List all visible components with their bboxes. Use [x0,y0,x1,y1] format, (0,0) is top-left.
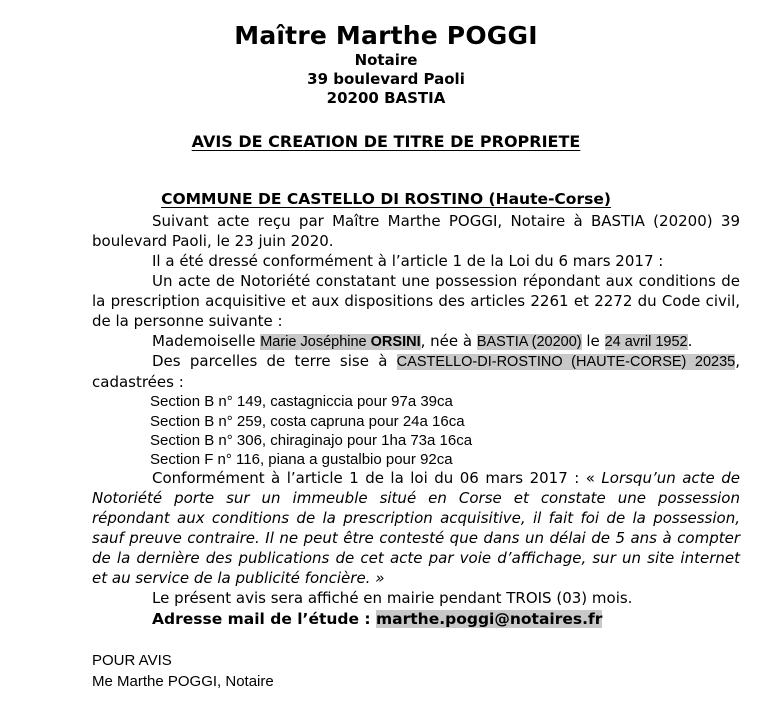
mail-label: Adresse mail de l’étude : [152,609,377,628]
person-mid-text-2: le [581,331,605,350]
paragraph-notoriete: Un acte de Notoriété constatant une possession répondant aux conditions de la prescription acquisitive et aux dispositions des articles 2261 et 2272 du Code civil, de la personne suivante : [92,272,740,330]
paragraph-acte-recu: Suivant acte reçu par Maître Marthe POGGI, Notaire à BASTIA (20200) 39 boulevard Paoli, le 23 juin 2020. [92,212,740,251]
mail-address[interactable]: marthe.poggi@notaires.fr [376,609,603,628]
person-first-names: Marie Joséphine [260,333,367,350]
paragraph-mail [92,609,740,630]
signature-line-2: Me Marthe POGGI, Notaire [92,672,274,690]
person-birth-date: 24 avril 1952 [604,333,688,350]
commune-heading: COMMUNE DE CASTELLO DI ROSTINO (Haute-Corse) [161,190,611,209]
person-mid-text: , née à [420,331,477,350]
body-text [92,212,740,392]
law-quote-close: » [370,568,385,587]
parcelles-gap [686,354,695,370]
list-item: Section B n° 306, chiraginajo pour 1ha 73a 16ca [150,431,473,449]
law-quote-text: Lorsqu’un acte de Notoriété porte sur un immeuble situé en Corse et constate une possession répondant aux conditions de la prescription acquisitive, il fait foi de la possession, sauf preuve contraire. Il ne peut être contesté que dans un délai de 5 ans à compter de la dernière des publications de cet acte par voie d’affichage, sur un site internet et au service de la publicité foncière. [92,469,740,587]
person-suffix: . [687,331,693,350]
letterhead [0,0,772,108]
parcelles-location: CASTELLO-DI-ROSTINO (HAUTE-CORSE) [396,354,687,371]
parcelles-suffix: , cadastrées : [92,352,740,391]
list-item: Section B n° 149, castagniccia pour 97a 39ca [150,393,453,411]
parcelles-postal-code: 20235 [694,354,736,371]
list-item: Section F n° 116, piana a gustalbio pour 92ca [150,451,453,468]
conformement-prefix: Conformément à l’article 1 de la loi du 06 mars 2017 : « [152,469,602,488]
closing-text [92,469,740,629]
paragraph-parcelles [92,352,740,392]
notary-street: 39 boulevard Paoli [307,69,465,88]
person-birth-place: BASTIA (20200) [476,333,582,350]
list-item: Section B n° 259, costa capruna pour 24a 16ca [150,412,465,430]
signature-block [92,651,772,692]
notary-role: Notaire [354,50,418,69]
signature-line-1: POUR AVIS [92,652,172,670]
notary-city: 20200 BASTIA [326,89,446,108]
page-title: AVIS DE CREATION DE TITRE DE PROPRIETE [191,132,581,152]
person-prefix: Mademoiselle [152,331,261,350]
paragraph-dresse: Il a été dressé conformément à l’article 1 de la Loi du 6 mars 2017 : [152,252,664,271]
paragraph-person [92,332,740,352]
paragraph-conformement [92,469,740,589]
parcel-list [92,392,740,469]
person-last-name: ORSINI [370,333,421,350]
notary-name: Maître Marthe POGGI [234,21,538,50]
parcelles-prefix: Des parcelles de terre sise à [152,352,397,371]
paragraph-affichage: Le présent avis sera affiché en mairie pendant TROIS (03) mois. [152,588,633,607]
